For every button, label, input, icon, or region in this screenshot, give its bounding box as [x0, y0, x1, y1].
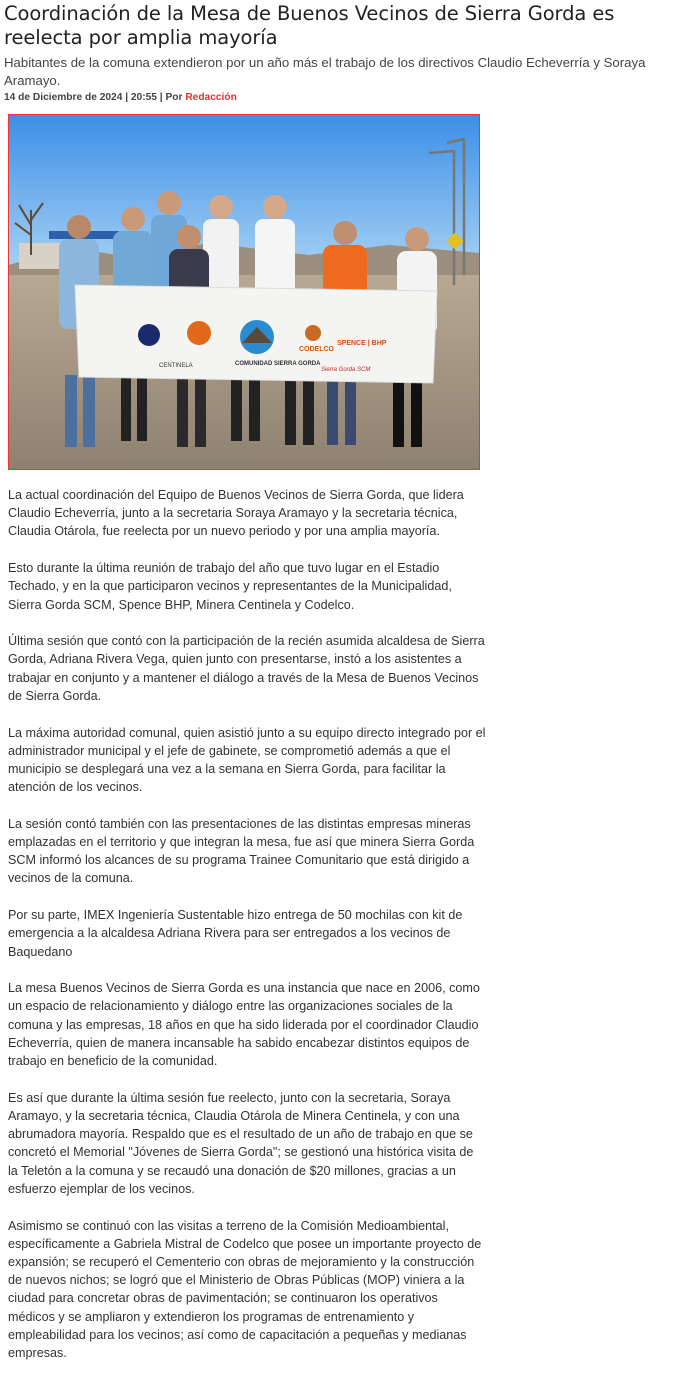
- article-paragraph: Asimismo se continuó con las visitas a terreno de la Comisión Medioambiental, específicamente a Gabriela Mistral de Codelco que posee un importante proyecto de expansión; se recuperó el Cementerio con obras de mejoramiento y la construcción de nuevos nichos; se logró que el Ministerio de Obras Públicas (MOP) viniera a la ciudad para concretar obras de pavimentación; se continuaron los operativos médicos y se ampliaron y extendieron los programas de entrenamiento y empleabilidad para los vecinos; así como de capacitación a pequeñas y medianas empresas.: [8, 1218, 482, 1360]
- article-paragraph: La mesa Buenos Vecinos de Sierra Gorda es una instancia que nace en 2006, como un espacio de relacionamiento y diálogo entre las organizaciones sociales de la comuna y las empresas, 18 años en que ha sido liderada por el coordinador Claudio Echeverría, quien de manera incansable ha sabido encabezar distintos equipos de trabajo en beneficio de la comunidad.: [8, 981, 480, 1069]
- article-paragraph: La máxima autoridad comunal, quien asistió junto a su equipo directo integrado por el administrador municipal y el jefe de gabinete, se comprometió además a que el municipio se desplegará una vez a la semana en Sierra Gorda, para facilitar la atención de los vecinos.: [8, 725, 486, 795]
- banner: [75, 285, 437, 383]
- article-headline: Coordinación de la Mesa de Buenos Vecinos de Sierra Gorda es reelecta por amplia mayoría: [4, 2, 615, 49]
- article-time: 20:55: [130, 92, 157, 103]
- article-body: [8, 486, 486, 1381]
- banner-logo-comunidad: COMUNIDAD SIERRA GORDA: [235, 361, 321, 367]
- article-paragraph: Es así que durante la última sesión fue reelecto, junto con la secretaria, Soraya Aramayo, y la secretaria técnica, Claudia Otárola de Minera Centinela, y con una abrumadora mayoría. Respaldo que es el resultado de un año de trabajo en que se concretó el Memorial "Jóvenes de Sierra Gorda"; se gestionó una histórica visita de la Teletón a la comuna y se recaudó una donación de $20 millones, gracias a un esfuerzo ejemplar de los vecinos.: [8, 1090, 474, 1196]
- article-paragraph: La actual coordinación del Equipo de Buenos Vecinos de Sierra Gorda, que lidera Claudio Echeverría, junto a la secretaria Soraya Aramayo y la secretaria técnica, Claudia Otárola, fue reelecta por un nuevo periodo y por una amplia mayoría.: [8, 488, 464, 539]
- banner-logo-centinela: CENTINELA: [159, 363, 193, 369]
- meta-separator: |: [125, 92, 131, 103]
- article-paragraph: Esto durante la última reunión de trabajo del año que tuvo lugar en el Estadio Techado, y en la que participaron vecinos y representantes de la Municipalidad, Sierra Gorda SCM, Spence BHP, Minera Centinela y Codelco.: [8, 561, 452, 612]
- article-author-link[interactable]: Redacción: [185, 92, 237, 103]
- article-photo: [8, 114, 480, 470]
- article-paragraph: Última sesión que contó con la participación de la recién asumida alcaldesa de Sierra Gorda, Adriana Rivera Vega, quien junto con presentarse, instó a los asistentes a trabajar en conjunto y a mantener el diálogo a través de la Mesa de Buenos Vecinos de Sierra Gorda.: [8, 634, 485, 703]
- article-paragraph: Por su parte, IMEX Ingeniería Sustentable hizo entrega de 50 mochilas con kit de emergencia a la alcaldesa Adriana Rivera para ser entregados a los vecinos de Baquedano: [8, 908, 463, 959]
- article-meta: [4, 92, 237, 103]
- article-paragraph: La sesión contó también con las presentaciones de las distintas empresas mineras emplazadas en el territorio y que integran la mesa, fue así que minera Sierra Gorda SCM informó los alcances de su programa Trainee Comunitario que está dirigido a vecinos de la comuna.: [8, 816, 475, 886]
- banner-logo-codelco: CODELCO: [299, 346, 334, 353]
- banner-logo-spence: SPENCE | BHP: [337, 340, 387, 347]
- group-photo-illustration: [9, 115, 479, 469]
- meta-separator: |: [159, 92, 166, 103]
- article-subtitle: Habitantes de la comuna extendieron por un año más el trabajo de los directivos Claudio Echeverría y Soraya Aramayo.: [4, 55, 646, 88]
- article-by: Por: [165, 92, 183, 103]
- banner-logo-sierra-gorda-scm: Sierra Gorda SCM: [321, 367, 371, 373]
- article-date: 14 de Diciembre de 2024: [4, 92, 123, 103]
